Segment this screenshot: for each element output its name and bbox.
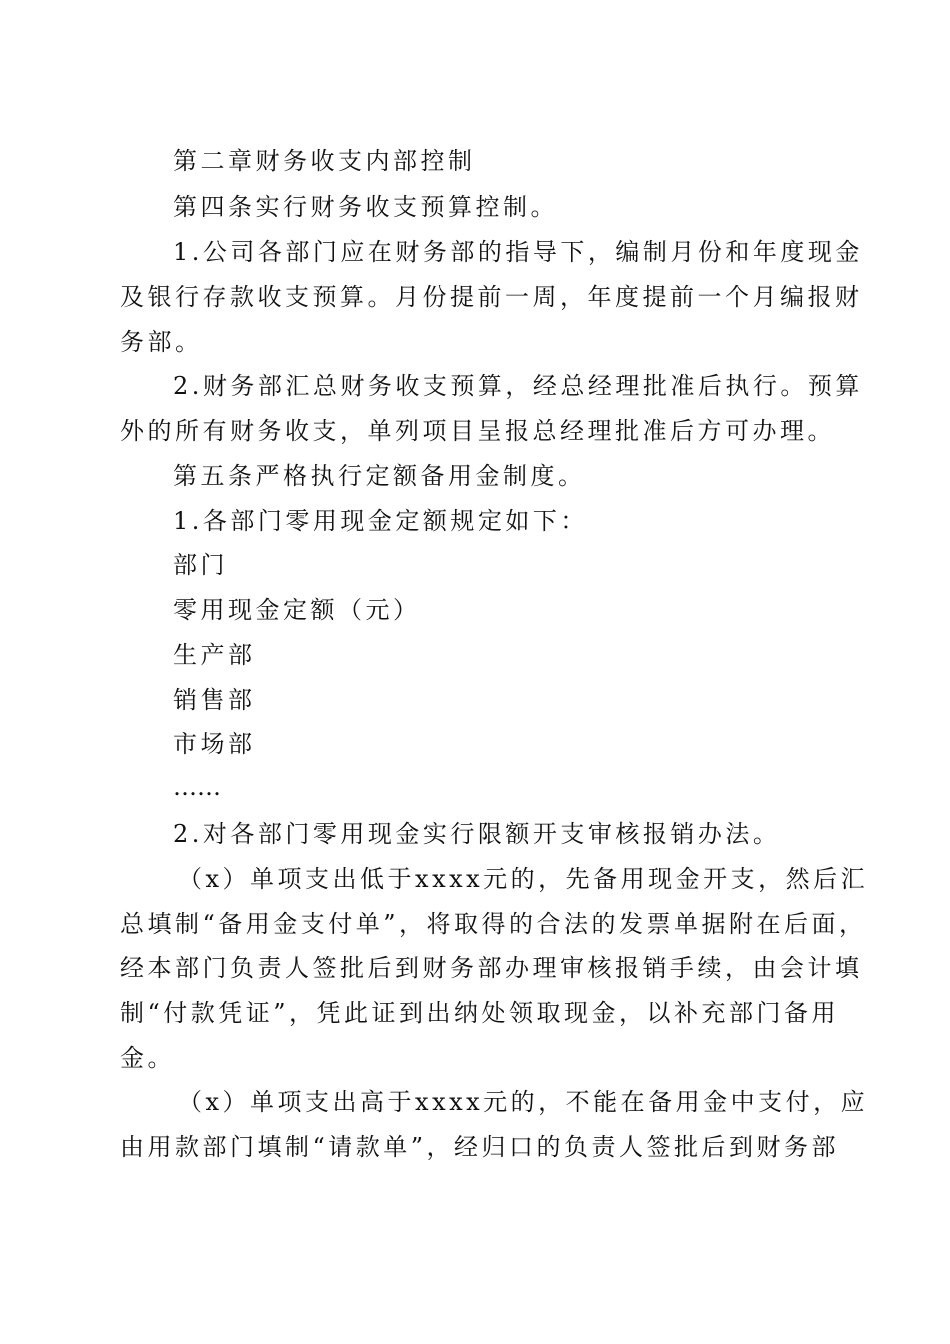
sub-clause-2-line-1: （x）单项支出高于xxxx元的，不能在备用金中支付，应 [178,1088,869,1116]
article-5-item-2: 2.对各部门零用现金实行限额开支审核报销办法。 [173,820,781,848]
table-row-marketing: 市场部 [173,730,256,758]
sub-clause-1-line-3: 经本部门负责人签批后到财务部办理审核报销手续，由会计填 [120,954,863,982]
table-header-department: 部门 [173,551,228,579]
sub-clause-1-line-5: 金。 [120,1044,175,1072]
chapter-heading: 第二章财务收支内部控制 [173,147,476,175]
sub-clause-2-line-2: 由用款部门填制“请款单”，经归口的负责人签批后到财务部 [120,1133,840,1161]
article-5-heading: 第五条严格执行定额备用金制度。 [173,462,586,490]
article-4-item-1-line-1: 1.公司各部门应在财务部的指导下，编制月份和年度现金 [173,238,863,266]
article-4-item-1-line-3: 务部。 [120,328,203,356]
table-header-quota: 零用现金定额（元） [173,596,421,624]
article-4-item-1-line-2: 及银行存款收支预算。月份提前一周，年度提前一个月编报财 [120,283,863,311]
article-4-heading: 第四条实行财务收支预算控制。 [173,193,558,221]
table-row-production: 生产部 [173,641,256,669]
table-row-sales: 销售部 [173,686,256,714]
sub-clause-1-line-4: 制“付款凭证”，凭此证到出纳处领取现金，以补充部门备用 [120,999,840,1027]
article-5-item-1: 1.各部门零用现金定额规定如下： [173,507,588,535]
table-ellipsis: …… [173,773,221,801]
sub-clause-1-line-2: 总填制“备用金支付单”，将取得的合法的发票单据附在后面， [120,910,867,938]
article-4-item-2-line-2: 外的所有财务收支，单列项目呈报总经理批准后方可办理。 [120,417,835,445]
article-4-item-2-line-1: 2.财务部汇总财务收支预算，经总经理批准后执行。预算 [173,372,863,400]
sub-clause-1-line-1: （x）单项支出低于xxxx元的，先备用现金开支，然后汇 [178,865,869,893]
